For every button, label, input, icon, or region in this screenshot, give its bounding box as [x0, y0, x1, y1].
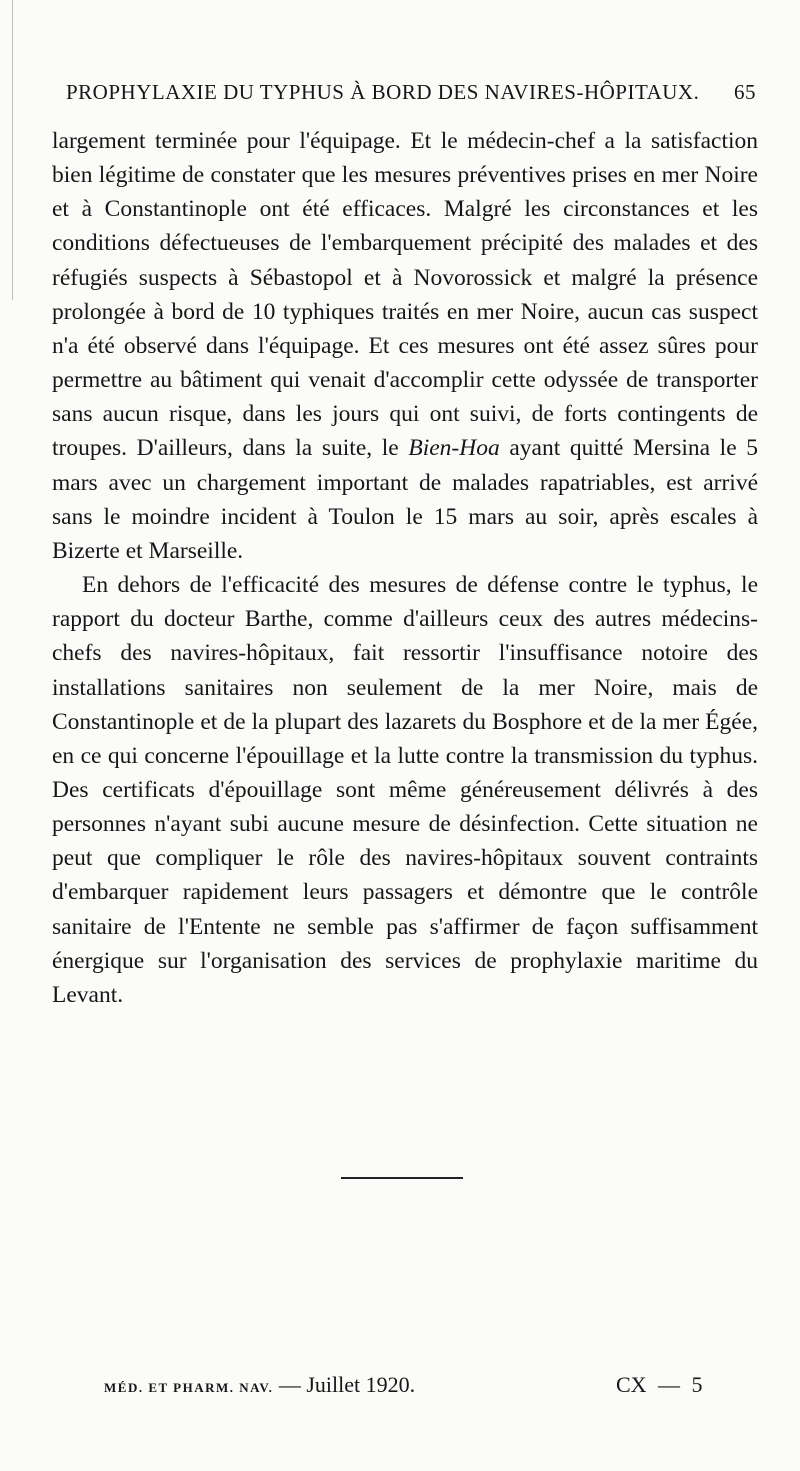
paragraph-2: En dehors de l'efficacité des mesures de défense contre le typhus, le rapport du docteur Barthe, comme d'ailleurs ceux des autres médecins-chefs des navires-hôpitaux, fait ressortir l'insuffisance notoire des installations sanitaires non seulement de la mer Noire, mais de Constantinople et de la plupart des lazarets du Bosphore et de la mer Égée, en ce qui concerne l'épouillage et la lutte contre la transmission du typhus. Des certificats d'épouillage sont même généreusement délivrés à des personnes n'ayant subi aucune mesure de désinfection. Cette situation ne peut que compliquer le rôle des navires-hôpitaux souvent contraints d'embarquer rapidement leurs passagers et démontre que le contrôle sanitaire de l'Entente ne semble pas s'affirmer de façon suffisamment énergique sur l'organisation des services de prophylaxie maritime du Levant. [52, 572, 758, 1008]
paragraph-1-part-b: ayant quitté Mersina le 5 mars avec un chargement important de malades rapatriables, est arrivé sans le moindre incident à Toulon le 15 mars au soir, après escales à Bizerte et Marseille. [52, 435, 759, 564]
running-title: PROPHYLAXIE DU TYPHUS À BORD DES NAVIRES-HÔPITAUX. [66, 80, 700, 104]
body-text [52, 124, 758, 1012]
issue-date: — Juillet 1920. [278, 1372, 416, 1397]
page-number: 65 [734, 80, 756, 104]
ship-name: Bien-Hoa [408, 435, 500, 462]
paragraph-1 [52, 124, 758, 568]
page-edge-line [12, 0, 13, 300]
running-head [66, 80, 756, 112]
end-rule [341, 1177, 463, 1179]
footer-journal [104, 1372, 415, 1398]
signature-mark: CX — 5 [616, 1372, 703, 1397]
paragraph-1-part-a: largement terminée pour l'équipage. Et le médecin-chef a la satisfaction bien légitime de constater que les mesures préventives prises en mer Noire et à Constantinople ont été efficaces. Malgré les circonstances et les conditions défectueuses de l'embarquement précipité des malades et des réfugiés suspects à Sébastopol et à Novorossick et malgré la présence prolongée à bord de 10 typhiques traités en mer Noire, aucun cas suspect n'a été observé dans l'équipage. Et ces mesures ont été assez sûres pour permettre au bâtiment qui venait d'accomplir cette odyssée de transporter sans aucun risque, dans les jours qui ont suivi, de forts contingents de troupes. D'ailleurs, dans la suite, le [52, 128, 758, 462]
journal-abbrev: MÉD. ET PHARM. NAV. [104, 1380, 274, 1395]
